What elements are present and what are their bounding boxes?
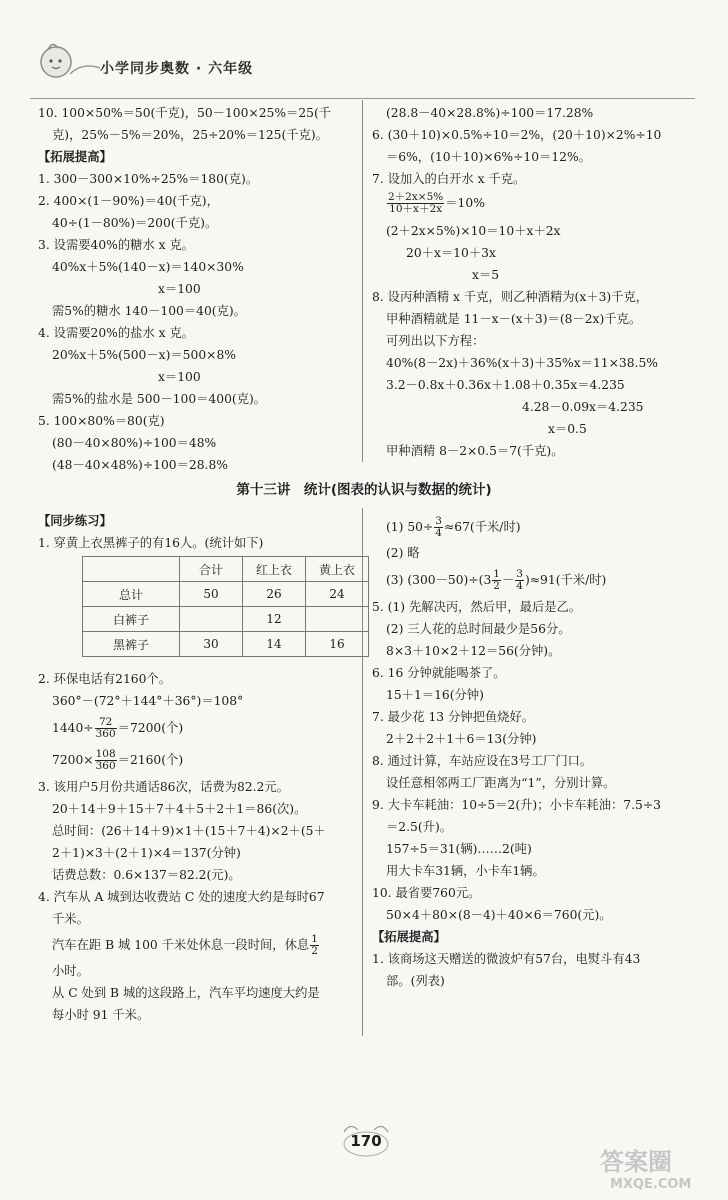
text-line: 用大卡车31辆，小卡车1辆。 — [386, 864, 545, 878]
text-line: 4. 汽车从 A 城到达收费站 C 处的速度大约是每时67 — [38, 890, 325, 904]
equation-rhs: ＝2160(个) — [117, 753, 184, 767]
denominator: 4 — [516, 580, 523, 592]
statistics-table — [82, 556, 369, 657]
table-cell — [180, 607, 243, 632]
table-cell: 合计 — [180, 557, 243, 582]
top-left-column — [38, 102, 358, 476]
table-cell: 30 — [180, 632, 243, 657]
text-line: (80－40×80%)÷100＝48% — [52, 436, 217, 450]
table-row — [83, 582, 369, 607]
text-line: 50×4＋80×(8－4)＋40×6＝760(元)。 — [386, 908, 612, 922]
bottom-left-column — [38, 510, 360, 554]
table-cell — [306, 607, 369, 632]
text-line: 1. 该商场这天赠送的微波炉有57台，电熨斗有43 — [372, 952, 641, 966]
table-cell: 50 — [180, 582, 243, 607]
text-line: 话费总数：0.6×137＝82.2(元)。 — [52, 868, 241, 882]
text-line: 每小时 91 千米。 — [52, 1008, 150, 1022]
table-cell — [83, 557, 180, 582]
top-right-column — [372, 102, 708, 462]
equation-rhs: )≈91(千米/时) — [524, 573, 607, 587]
section-heading: 【拓展提高】 — [372, 930, 446, 944]
text-line: 需5%的糖水 140－100＝40(克)。 — [52, 304, 246, 318]
table-cell: 24 — [306, 582, 369, 607]
column-divider-top — [362, 100, 363, 462]
text-line: 1. 300－300×10%÷25%＝180(克)。 — [38, 172, 259, 186]
table-cell: 16 — [306, 632, 369, 657]
text-line: 设任意相邻两工厂距离为“1”，分别计算。 — [386, 776, 616, 790]
text-line: (2＋2x×5%)×10＝10＋x＋2x — [386, 224, 561, 238]
page-number: 170 — [350, 1132, 382, 1150]
numerator: 2＋2x×5% — [388, 191, 444, 203]
text-line: 40÷(1－80%)＝200(千克)。 — [52, 216, 218, 230]
text-line: 可列出以下方程： — [386, 334, 485, 348]
table-row — [83, 607, 369, 632]
text-line: 8×3＋10×2＋12＝56(分钟)。 — [386, 644, 561, 658]
numerator: 108 — [95, 748, 116, 760]
lesson-title: 第十三讲 统计(图表的认识与数据的统计) — [236, 482, 492, 498]
table-header-row — [83, 557, 369, 582]
text-line: ＝2.5(升)。 — [386, 820, 453, 834]
denominator: 360 — [95, 728, 116, 740]
text-line: x＝100 — [158, 370, 201, 384]
table-cell: 黄上衣 — [306, 557, 369, 582]
denominator: 360 — [95, 760, 116, 772]
equation-lhs: (1) 50÷ — [386, 520, 434, 534]
denominator: 4 — [435, 527, 442, 539]
text-line: 10. 最省要760元。 — [372, 886, 481, 900]
section-heading: 【同步练习】 — [38, 514, 112, 528]
text-line: 360°－(72°＋144°＋36°)＝108° — [52, 694, 244, 708]
table-cell: 黑裤子 — [83, 632, 180, 657]
fraction-equation — [372, 564, 708, 596]
text-line: (28.8－40×28.8%)÷100＝17.28% — [386, 106, 594, 120]
text-line: 20＋14＋9＋15＋7＋4＋5＋2＋1＝86(次)。 — [52, 802, 307, 816]
watermark-logo — [596, 1142, 716, 1194]
table-cell: 红上衣 — [243, 557, 306, 582]
text-line: 3.2－0.8x＋0.36x＋1.08＋0.35x＝4.235 — [386, 378, 625, 392]
watermark-url: MXQE.COM — [610, 1177, 692, 1192]
numerator: 3 — [435, 515, 442, 527]
text-line: 甲种酒精就是 11－x－(x＋3)＝(8－2x)千克。 — [386, 312, 642, 326]
text-line: 6. (30＋10)×0.5%÷10＝2%，(20＋10)×2%÷10 — [372, 128, 662, 142]
fraction — [310, 934, 319, 957]
table-cell: 白裤子 — [83, 607, 180, 632]
text-line: 20%x＋5%(500－x)＝500×8% — [52, 348, 236, 362]
denominator: 2 — [493, 580, 500, 592]
table-row — [83, 632, 369, 657]
text-line: 2＋2＋2＋1＋6＝13(分钟) — [386, 732, 537, 746]
header-rule — [30, 98, 695, 99]
fraction — [434, 516, 443, 539]
text-line: 小时。 — [52, 964, 89, 978]
text-line: 2. 环保电话有2160个。 — [38, 672, 172, 686]
text-line: 8. 设丙种酒精 x 千克，则乙种酒精为(x＋3)千克， — [372, 290, 649, 304]
table-cell: 26 — [243, 582, 306, 607]
text-line: 10. 100×50%＝50(千克)，50－100×25%＝25(千 — [38, 106, 332, 120]
text-line: 2＋1)×3＋(2＋1)×4＝137(分钟) — [52, 846, 241, 860]
numerator: 1 — [493, 568, 500, 580]
section-heading: 【拓展提高】 — [38, 150, 112, 164]
text-line: 40%(8－2x)＋36%(x＋3)＋35%x＝11×38.5% — [386, 356, 658, 370]
text-line: ＝6%，(10＋10)×6%÷10＝12%。 — [386, 150, 591, 164]
fraction-equation — [38, 744, 360, 776]
fraction — [95, 717, 117, 740]
text-line: 2. 400×(1－90%)＝40(千克)， — [38, 194, 219, 208]
text-line: x＝5 — [472, 268, 500, 282]
watermark-text: 答案圈 — [600, 1148, 672, 1176]
text-line: x＝0.5 — [548, 422, 587, 436]
bottom-right-column — [372, 512, 708, 992]
text-line: (2) 略 — [386, 546, 420, 560]
table-cell: 总计 — [83, 582, 180, 607]
text-line: 从 C 处到 B 城的这段路上，汽车平均速度大约是 — [52, 986, 320, 1000]
text-line: x＝100 — [158, 282, 201, 296]
table-cell: 14 — [243, 632, 306, 657]
fraction — [387, 192, 444, 215]
bottom-left-column-cont — [38, 668, 360, 1026]
text-line: 20＋x＝10＋3x — [406, 246, 496, 260]
header — [38, 38, 298, 86]
text-line: 总时间：(26＋14＋9)×1＋(15＋7＋4)×2＋(5＋ — [52, 824, 326, 838]
text-line: (2) 三人花的总时间最少是56分。 — [386, 622, 571, 636]
text-line: 5. (1) 先解决丙，然后甲，最后是乙。 — [372, 600, 582, 614]
equation-rhs: ＝7200(个) — [117, 721, 184, 735]
text-line: 5. 100×80%＝80(克) — [38, 414, 165, 428]
text-line: 千米。 — [52, 912, 89, 926]
text-line: 甲种酒精 8－2×0.5＝7(千克)。 — [386, 444, 564, 458]
text-line: 7. 设加入的白开水 x 千克。 — [372, 172, 526, 186]
swoosh-decoration-icon — [70, 58, 100, 78]
equation-lhs: 7200× — [52, 753, 94, 767]
table-cell: 12 — [243, 607, 306, 632]
text-line: 157÷5＝31(辆)……2(吨) — [386, 842, 532, 856]
fraction-equation — [38, 930, 360, 960]
text-line: 9. 大卡车耗油：10÷5＝2(升)；小卡车耗油：7.5÷3 — [372, 798, 661, 812]
text-line: 汽车在距 B 城 100 千米处休息一段时间，休息 — [52, 938, 310, 952]
text-line: 3. 设需要40%的糖水 x 克。 — [38, 238, 195, 252]
equation-rhs: ≈67(千米/时) — [443, 520, 521, 534]
text-line: 6. 16 分钟就能喝茶了。 — [372, 666, 506, 680]
text-line: 15＋1＝16(分钟) — [386, 688, 484, 702]
numerator: 3 — [516, 568, 523, 580]
numerator: 1 — [311, 933, 318, 945]
text-line: 部。(列表) — [386, 974, 445, 988]
equation-lhs: 1440÷ — [52, 721, 94, 735]
fraction-equation — [372, 190, 708, 220]
equation-lhs: (3) (300－50)÷(3 — [386, 573, 492, 587]
text-line: 7. 最少花 13 分钟把鱼烧好。 — [372, 710, 535, 724]
text-line: 1. 穿黄上衣黑裤子的有16人。(统计如下) — [38, 536, 264, 550]
equation-rhs: ＝10% — [445, 196, 485, 210]
fraction — [492, 569, 501, 592]
text-line: 4. 设需要20%的盐水 x 克。 — [38, 326, 195, 340]
fraction-equation — [38, 712, 360, 744]
denominator: 2 — [311, 945, 318, 957]
text-line: (48－40×48%)÷100＝28.8% — [52, 458, 228, 472]
text-line: 需5%的盐水是 500－100＝400(克)。 — [52, 392, 267, 406]
text-line: 40%x＋5%(140－x)＝140×30% — [52, 260, 244, 274]
text-line: 4.28－0.09x＝4.235 — [522, 400, 644, 414]
text-line: 克)，25%－5%＝20%，25÷20%＝125(千克)。 — [52, 128, 328, 142]
numerator: 72 — [95, 717, 117, 729]
fraction — [95, 749, 117, 772]
denominator: 10＋x＋2x — [389, 203, 443, 215]
text-line: 8. 通过计算，车站应设在3号工厂门口。 — [372, 754, 593, 768]
text-line: 3. 该用户5月份共通话86次，话费为82.2元。 — [38, 780, 289, 794]
minus-sign: － — [501, 573, 515, 587]
fraction-equation — [372, 512, 708, 542]
book-title: 小学同步奥数 · 六年级 — [100, 61, 254, 77]
fraction — [515, 569, 524, 592]
